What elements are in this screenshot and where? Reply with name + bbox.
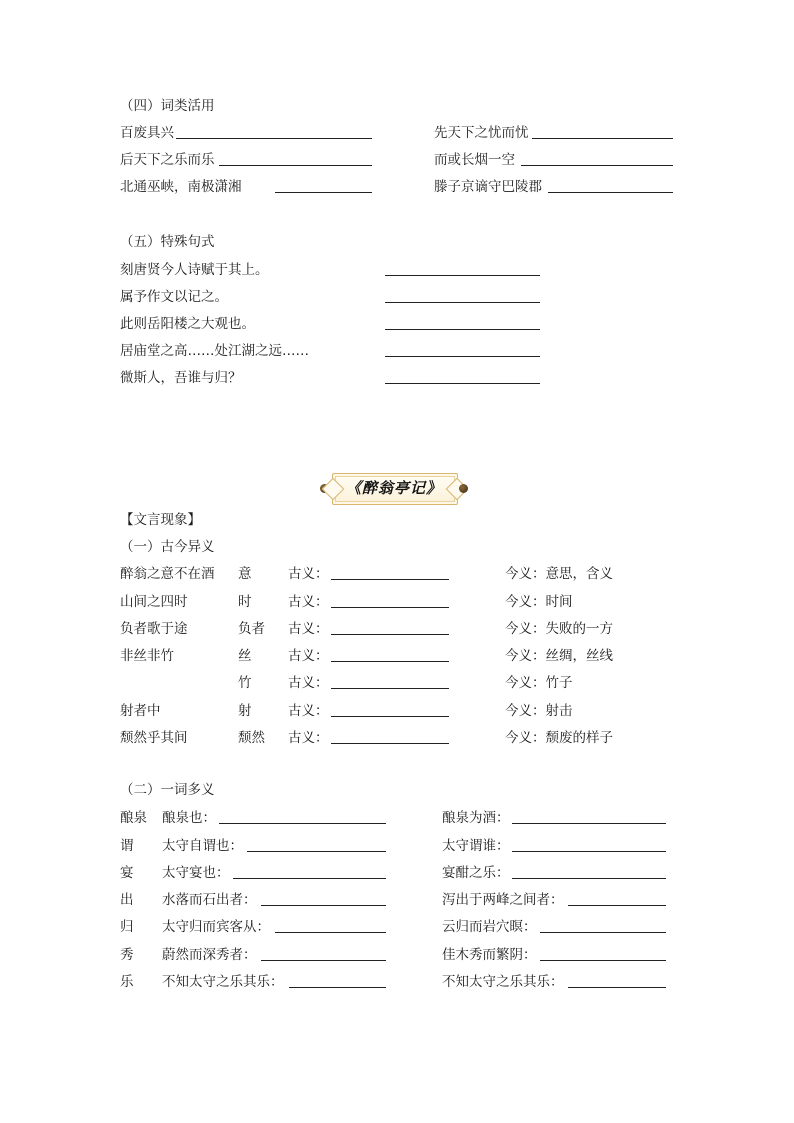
left-phrase: 太守宴也： [162, 865, 230, 881]
left-phrase: 水落而石出者： [162, 892, 257, 908]
section5-heading: （五）特殊句式 [120, 234, 215, 250]
section4-item [434, 151, 515, 169]
right-phrase: 不知太守之乐其乐： [442, 974, 564, 990]
right-phrase: 宴酣之乐： [442, 865, 510, 881]
section4-item [120, 178, 242, 196]
section4-item-text: 百废具兴 [120, 125, 174, 141]
word: 酿泉 [120, 810, 147, 826]
answer-blank[interactable] [331, 661, 449, 662]
section5-item: 属予作文以记之。 [120, 289, 228, 305]
answer-blank[interactable] [261, 905, 386, 906]
word: 竹 [238, 675, 252, 691]
answer-blank[interactable] [385, 302, 540, 303]
phrase: 醉翁之意不在酒 [120, 566, 215, 582]
section4-item-text: 先天下之忧而忧 [434, 125, 529, 141]
right-phrase: 泻出于两峰之间者： [442, 892, 564, 908]
gu-label: 古义： [288, 648, 329, 664]
word: 时 [238, 594, 252, 610]
section4-item [434, 178, 542, 196]
gu-label: 古义： [288, 594, 329, 610]
answer-blank[interactable] [512, 823, 666, 824]
jin-meaning: 今义：意思，含义 [505, 566, 613, 582]
word: 意 [238, 566, 252, 582]
section4-heading: （四）词类活用 [120, 98, 215, 114]
right-phrase: 佳木秀而繁阴： [442, 947, 537, 963]
banner-title: 《醉翁亭记》 [345, 479, 442, 497]
answer-blank[interactable] [331, 579, 449, 580]
answer-blank[interactable] [512, 878, 666, 879]
jin-meaning: 今义：射击 [505, 703, 573, 719]
word: 出 [120, 892, 134, 908]
word: 乐 [120, 974, 134, 990]
section-heading: 【文言现象】 [120, 512, 201, 528]
section4-item [434, 124, 529, 142]
answer-blank[interactable] [512, 851, 666, 852]
answer-blank[interactable] [331, 716, 449, 717]
answer-blank[interactable] [219, 165, 372, 166]
right-phrase: 云归而岩穴暝： [442, 919, 537, 935]
section5-item: 居庙堂之高……处江湖之远…… [120, 343, 309, 359]
gu-label: 古义： [288, 566, 329, 582]
left-phrase: 太守归而宾客从： [162, 919, 270, 935]
right-phrase: 太守谓谁： [442, 838, 510, 854]
word: 丝 [238, 648, 252, 664]
answer-blank[interactable] [331, 607, 449, 608]
section4-item [120, 124, 174, 142]
left-phrase: 太守自谓也： [162, 838, 243, 854]
answer-blank[interactable] [261, 960, 386, 961]
word: 谓 [120, 838, 134, 854]
answer-blank[interactable] [219, 823, 386, 824]
phrase: 射者中 [120, 703, 161, 719]
title-banner [320, 473, 468, 505]
answer-blank[interactable] [275, 932, 386, 933]
answer-blank[interactable] [233, 878, 386, 879]
word: 秀 [120, 947, 134, 963]
jin-meaning: 今义：丝绸，丝线 [505, 648, 613, 664]
answer-blank[interactable] [275, 192, 372, 193]
sub1-heading: （一）古今异义 [120, 539, 215, 555]
section4-item [120, 151, 215, 169]
section5-item: 微斯人，吾谁与归？ [120, 370, 242, 386]
answer-blank[interactable] [385, 383, 540, 384]
answer-blank[interactable] [247, 851, 386, 852]
answer-blank[interactable] [331, 634, 449, 635]
phrase: 颓然乎其间 [120, 730, 188, 746]
answer-blank[interactable] [331, 743, 449, 744]
phrase: 负者歌于途 [120, 621, 188, 637]
sub2-heading: （二）一词多义 [120, 782, 215, 798]
section4-item-text: 后天下之乐而乐 [120, 152, 215, 168]
section4-item-text: 滕子京谪守巴陵郡 [434, 179, 542, 195]
answer-blank[interactable] [521, 165, 673, 166]
phrase: 山间之四时 [120, 594, 188, 610]
ornament-knob-icon [459, 484, 468, 493]
jin-meaning: 今义：时间 [505, 594, 573, 610]
word: 颓然 [238, 730, 265, 746]
jin-meaning: 今义：失败的一方 [505, 621, 613, 637]
jin-meaning: 今义：竹子 [505, 675, 573, 691]
answer-blank[interactable] [540, 932, 666, 933]
section4-item-text: 而或长烟一空 [434, 152, 515, 168]
answer-blank[interactable] [385, 356, 540, 357]
gu-label: 古义： [288, 621, 329, 637]
answer-blank[interactable] [540, 960, 666, 961]
answer-blank[interactable] [568, 987, 666, 988]
phrase: 非丝非竹 [120, 648, 174, 664]
gu-label: 古义： [288, 730, 329, 746]
word: 归 [120, 919, 134, 935]
answer-blank[interactable] [385, 329, 540, 330]
left-phrase: 酿泉也： [162, 810, 216, 826]
word: 射 [238, 703, 252, 719]
answer-blank[interactable] [548, 192, 673, 193]
left-phrase: 不知太守之乐其乐： [162, 974, 284, 990]
section5-item: 此则岳阳楼之大观也。 [120, 316, 255, 332]
section4-item-text: 北通巫峡，南极潇湘 [120, 179, 242, 195]
word: 宴 [120, 865, 134, 881]
gu-label: 古义： [288, 703, 329, 719]
jin-meaning: 今义：颓废的样子 [505, 730, 613, 746]
gu-label: 古义： [288, 675, 329, 691]
answer-blank[interactable] [532, 138, 673, 139]
answer-blank[interactable] [568, 905, 666, 906]
section5-item: 刻唐贤今人诗赋于其上。 [120, 262, 269, 278]
answer-blank[interactable] [331, 688, 449, 689]
answer-blank[interactable] [289, 987, 386, 988]
right-phrase: 酿泉为酒： [442, 810, 510, 826]
answer-blank[interactable] [176, 138, 372, 139]
answer-blank[interactable] [385, 275, 540, 276]
word: 负者 [238, 621, 265, 637]
left-phrase: 蔚然而深秀者： [162, 947, 257, 963]
